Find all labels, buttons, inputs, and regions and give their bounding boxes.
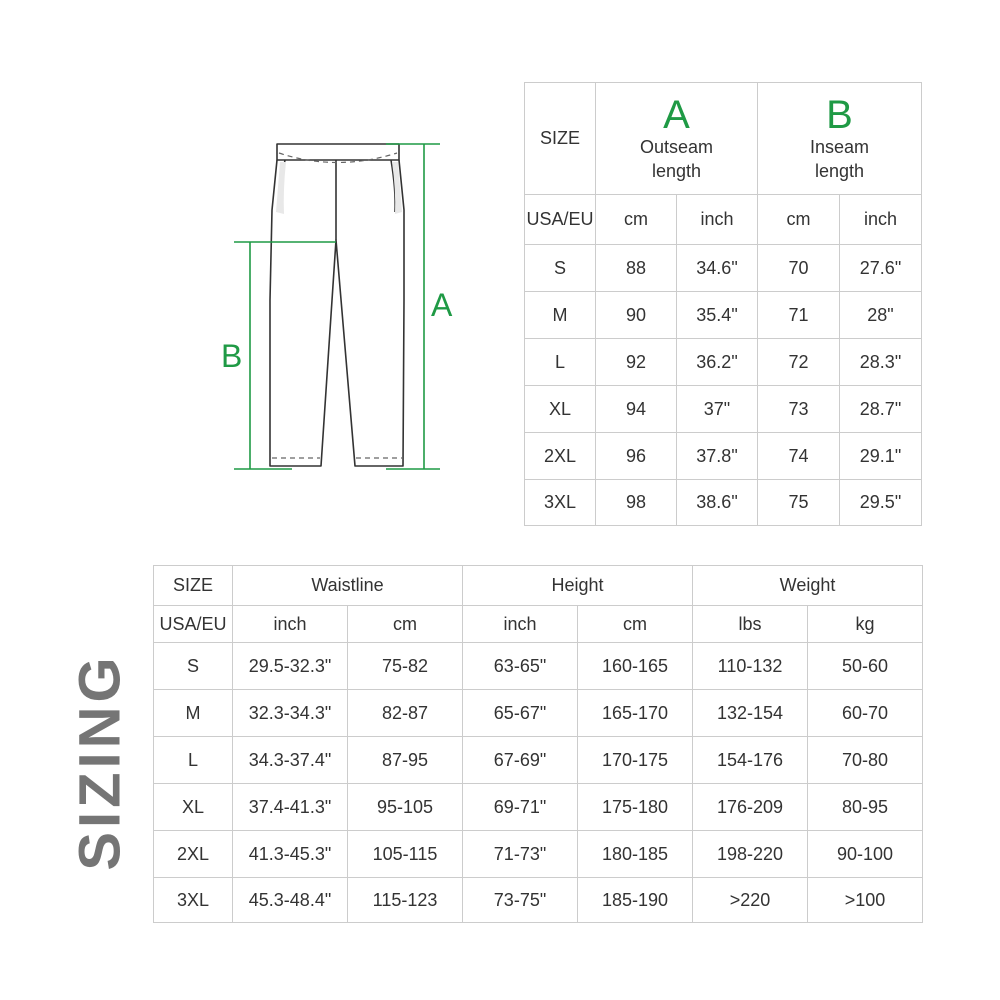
table-cell: 32.3-34.3" <box>233 690 348 737</box>
table-cell: >100 <box>808 878 923 923</box>
table-cell: 90 <box>596 292 677 339</box>
table-cell: 37.4-41.3" <box>233 784 348 831</box>
table-cell: 45.3-48.4" <box>233 878 348 923</box>
size-cell: M <box>154 690 233 737</box>
waist-inch-header: inch <box>233 606 348 643</box>
table-row <box>154 784 923 831</box>
weight-lbs-header: lbs <box>693 606 808 643</box>
table-cell: 154-176 <box>693 737 808 784</box>
table-row <box>154 878 923 923</box>
table-cell: 92 <box>596 339 677 386</box>
table-cell: 38.6" <box>677 480 758 526</box>
table-cell: 70-80 <box>808 737 923 784</box>
height-cm-header: cm <box>578 606 693 643</box>
outseam-line1: Outseam <box>639 136 714 157</box>
table-cell: 98 <box>596 480 677 526</box>
weight-header: Weight <box>693 566 923 606</box>
table-row <box>525 480 922 526</box>
body-size-table <box>153 565 923 923</box>
table-cell: 165-170 <box>578 690 693 737</box>
waist-cm-header: cm <box>348 606 463 643</box>
table-cell: 73 <box>758 386 840 433</box>
size-cell: S <box>525 245 596 292</box>
table-row <box>525 433 922 480</box>
table-cell: 80-95 <box>808 784 923 831</box>
outseam-header <box>596 83 758 195</box>
weight-kg-header: kg <box>808 606 923 643</box>
table-row <box>154 737 923 784</box>
table-cell: 28.7" <box>840 386 922 433</box>
table-cell: 88 <box>596 245 677 292</box>
table-cell: 185-190 <box>578 878 693 923</box>
table-cell: 29.5" <box>840 480 922 526</box>
inseam-cm-header: cm <box>758 195 840 245</box>
table-cell: 67-69" <box>463 737 578 784</box>
outseam-cm-header: cm <box>596 195 677 245</box>
table-cell: 71-73" <box>463 831 578 878</box>
table-row <box>525 339 922 386</box>
table-cell: 37" <box>677 386 758 433</box>
outseam-letter: A <box>663 92 690 137</box>
sizing-title: SIZING <box>67 653 133 871</box>
table-cell: 115-123 <box>348 878 463 923</box>
table-cell: 105-115 <box>348 831 463 878</box>
table-cell: 160-165 <box>578 643 693 690</box>
inseam-line2: length <box>814 160 865 181</box>
table-cell: 71 <box>758 292 840 339</box>
table-cell: 110-132 <box>693 643 808 690</box>
outseam-line2: length <box>651 160 702 181</box>
table-cell: 29.1" <box>840 433 922 480</box>
table-cell: 34.3-37.4" <box>233 737 348 784</box>
region-header: USA/EU <box>154 606 233 643</box>
table-cell: 96 <box>596 433 677 480</box>
table-cell: 94 <box>596 386 677 433</box>
table-cell: 37.8" <box>677 433 758 480</box>
table-row <box>154 690 923 737</box>
table-cell: 180-185 <box>578 831 693 878</box>
table-cell: 65-67" <box>463 690 578 737</box>
size-cell: S <box>154 643 233 690</box>
size-header: SIZE <box>154 566 233 606</box>
table-row <box>154 643 923 690</box>
size-cell: XL <box>154 784 233 831</box>
size-cell: L <box>154 737 233 784</box>
table-cell: 36.2" <box>677 339 758 386</box>
table-cell: 28.3" <box>840 339 922 386</box>
size-cell: XL <box>525 386 596 433</box>
waistline-header: Waistline <box>233 566 463 606</box>
table-cell: 132-154 <box>693 690 808 737</box>
table-cell: 198-220 <box>693 831 808 878</box>
table-cell: 72 <box>758 339 840 386</box>
height-header: Height <box>463 566 693 606</box>
table-cell: 82-87 <box>348 690 463 737</box>
table-cell: 60-70 <box>808 690 923 737</box>
length-size-table <box>524 82 922 526</box>
inseam-header <box>758 83 922 195</box>
inseam-line1: Inseam <box>809 136 870 157</box>
table-cell: 41.3-45.3" <box>233 831 348 878</box>
table-cell: 70 <box>758 245 840 292</box>
table-cell: 27.6" <box>840 245 922 292</box>
region-header: USA/EU <box>525 195 596 245</box>
size-cell: M <box>525 292 596 339</box>
inseam-letter: B <box>826 92 853 137</box>
table-cell: 50-60 <box>808 643 923 690</box>
size-cell: 2XL <box>154 831 233 878</box>
table-cell: 74 <box>758 433 840 480</box>
size-cell: 2XL <box>525 433 596 480</box>
table-cell: 95-105 <box>348 784 463 831</box>
table-cell: 69-71" <box>463 784 578 831</box>
table-cell: 73-75" <box>463 878 578 923</box>
size-cell: L <box>525 339 596 386</box>
table-cell: 170-175 <box>578 737 693 784</box>
table-cell: 87-95 <box>348 737 463 784</box>
table-row <box>525 292 922 339</box>
measure-label-b: B <box>221 338 243 374</box>
size-header: SIZE <box>525 83 596 195</box>
table-cell: 176-209 <box>693 784 808 831</box>
height-inch-header: inch <box>463 606 578 643</box>
table-cell: 75-82 <box>348 643 463 690</box>
size-cell: 3XL <box>154 878 233 923</box>
table-cell: 175-180 <box>578 784 693 831</box>
table-cell: 29.5-32.3" <box>233 643 348 690</box>
measure-label-a: A <box>431 287 453 323</box>
table-cell: 34.6" <box>677 245 758 292</box>
table-cell: 35.4" <box>677 292 758 339</box>
inseam-inch-header: inch <box>840 195 922 245</box>
table-cell: 90-100 <box>808 831 923 878</box>
size-cell: 3XL <box>525 480 596 526</box>
table-cell: 28" <box>840 292 922 339</box>
outseam-inch-header: inch <box>677 195 758 245</box>
table-cell: 63-65" <box>463 643 578 690</box>
table-row <box>525 386 922 433</box>
table-row <box>154 831 923 878</box>
table-row <box>525 245 922 292</box>
table-cell: 75 <box>758 480 840 526</box>
table-cell: >220 <box>693 878 808 923</box>
